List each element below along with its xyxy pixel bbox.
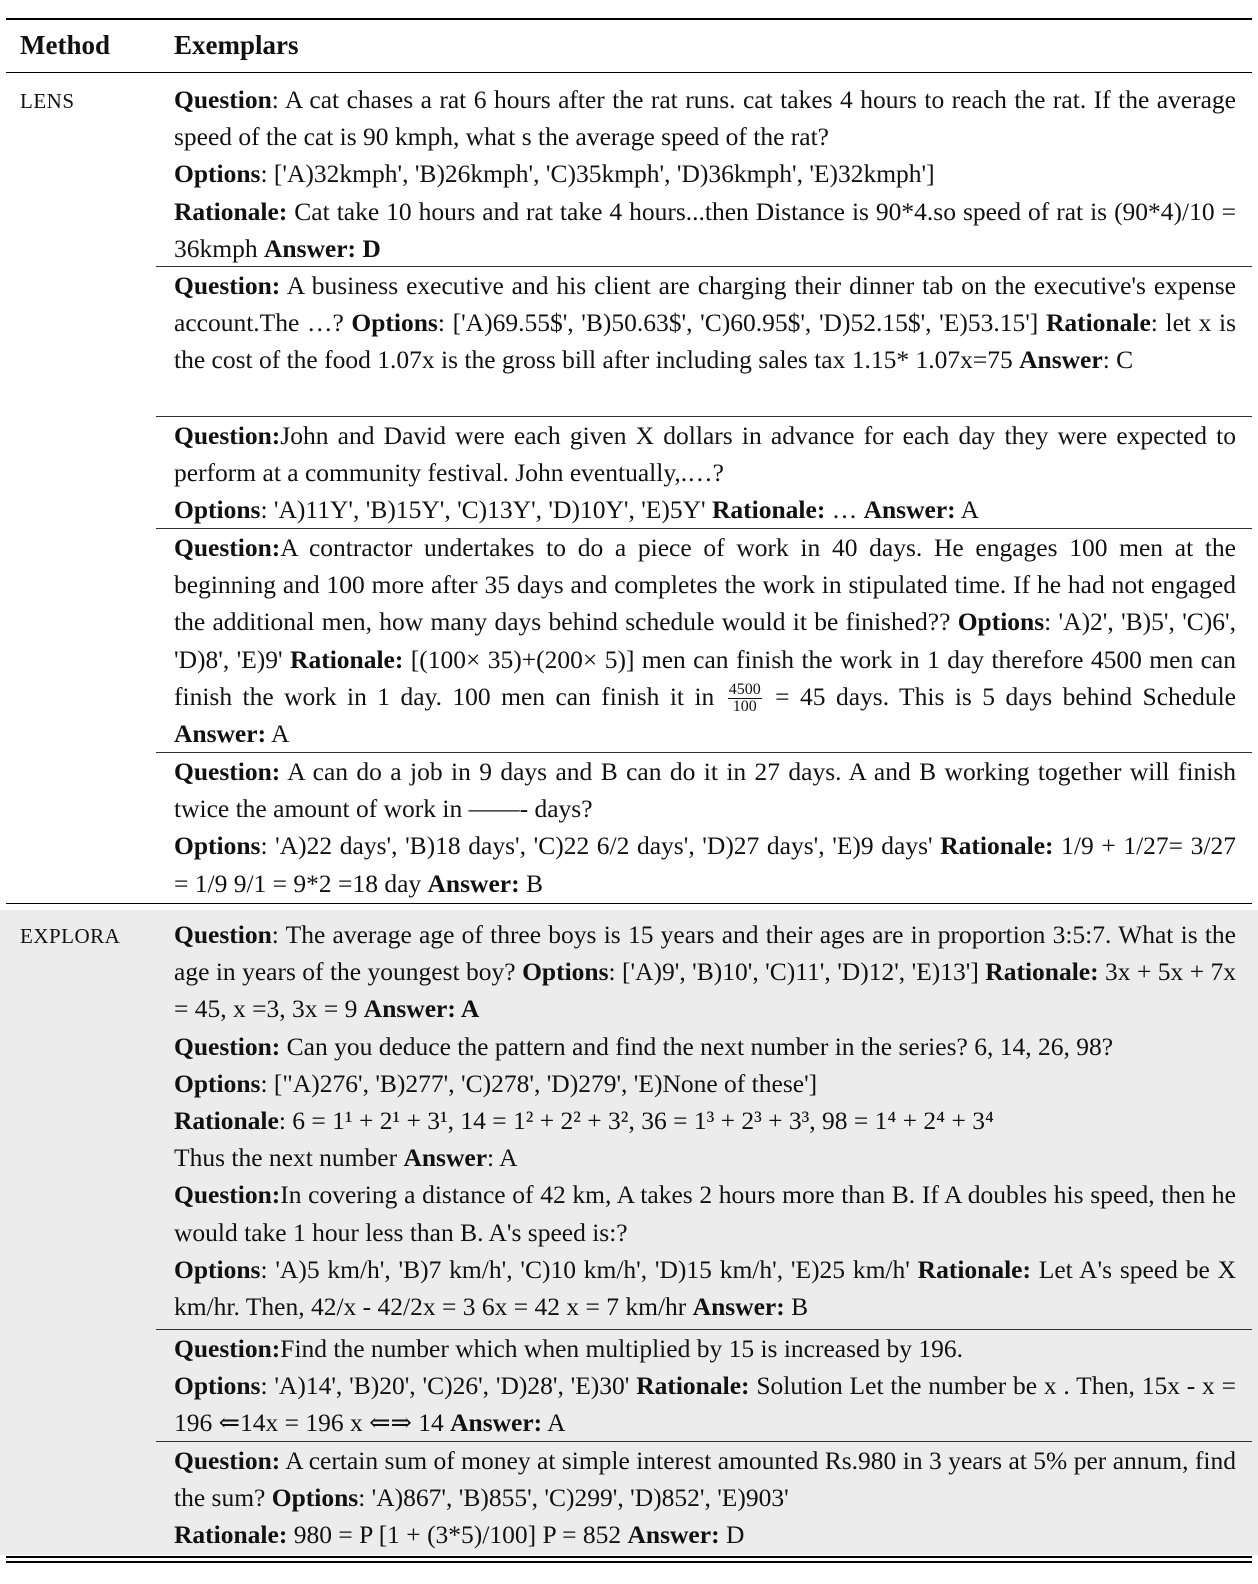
options-text: : 'A)14', 'B)20', 'C)26', 'D)28', 'E)30': [260, 1371, 637, 1401]
question-text: In covering a distance of 42 km, A takes 2 hours more than B. If A doubles his speed, then he would take 1 hour less than B. A's speed is:?: [174, 1180, 1236, 1247]
options-label: Options: [351, 308, 438, 338]
rationale-text-cont: Thus the next number: [174, 1143, 404, 1173]
question-text: A contractor undertakes to do a piece of work in 40 days. He engages 100 men at the beginning and 100 more after 35 days and completes the work in stipulated time. If he had not engaged the additional men, how many days behind schedule would it be finished??: [174, 533, 1236, 637]
question-text: Can you deduce the pattern and find the next number in the series? 6, 14, 26, 98?: [280, 1031, 1114, 1061]
rationale-text: : let x is the cost of the food 1.07x is the gross bill after including sales tax 1.15* 1.07x=75: [174, 308, 1236, 375]
bottom-rule: [6, 1556, 1252, 1558]
header-exemplars: Exemplars: [174, 30, 299, 60]
rationale-label: Rationale:: [174, 196, 288, 226]
question-text: : A cat chases a rat 6 hours after the rat runs. cat takes 4 hours to reach the rat. If the average speed of the cat is 90 kmph, what s the average speed of the rat?: [174, 85, 1236, 152]
answer-text: A: [955, 495, 980, 525]
options-label: Options: [174, 159, 261, 189]
options-label: Options: [271, 1483, 359, 1513]
question-label: Question: [174, 85, 272, 114]
question-label: Question:: [174, 757, 281, 786]
options-text: : 'A)2', 'B)5', 'C)6', 'D)8', 'E)9': [174, 607, 1237, 674]
question-label: Question:: [174, 1031, 281, 1061]
method-label-explora: EXPLORA: [20, 924, 121, 948]
rationale-text-cont: = 45 days. This is 5 days behind Schedule: [764, 681, 1236, 711]
lens-exemplar-4: [174, 529, 1236, 753]
answer-text: A: [542, 1408, 566, 1438]
answer-label: Answer: D: [263, 233, 381, 263]
rationale-label: Rationale: [174, 1106, 279, 1136]
options-label: Options: [174, 495, 261, 525]
rationale-label: Rationale:: [712, 495, 826, 525]
question-text: A can do a job in 9 days and B can do it in 27 days. A and B working together will finish twice the amount of work in ——- days?: [174, 757, 1236, 824]
answer-label: Answer:: [627, 1520, 720, 1550]
rationale-text: Solution Let the number be x . Then, 15x - x = 196 ⇐14x = 196 x ⇐⇒ 14: [174, 1371, 1236, 1438]
options-text: : ['A)69.55$', 'B)50.63$', 'C)60.95$', 'D)52.15$', 'E)53.15']: [437, 308, 1046, 338]
options-text: : 'A)22 days', 'B)18 days', 'C)22 6/2 days', 'D)27 days', 'E)9 days': [260, 831, 941, 861]
group-rule: [6, 903, 1252, 904]
options-text: : ["A)276', 'B)277', 'C)278', 'D)279', 'E)None of these']: [260, 1068, 818, 1098]
explora-group: [0, 910, 1258, 1555]
header-method: Method: [20, 30, 110, 60]
lens-exemplar-1: [174, 81, 1236, 267]
explora-exemplar-4: [174, 1330, 1236, 1442]
answer-text: B: [519, 868, 543, 898]
question-text: Find the number which when multiplied by 15 is increased by 196.: [280, 1334, 963, 1363]
options-label: Options: [174, 831, 261, 861]
options-text: : 'A)11Y', 'B)15Y', 'C)13Y', 'D)10Y', 'E)5Y': [260, 495, 712, 525]
answer-label: Answer:: [427, 868, 520, 898]
rationale-label: Rationale: [1045, 308, 1151, 338]
fraction-numerator: 4500: [728, 681, 761, 699]
lens-group: [0, 73, 1258, 899]
explora-exemplar-5: [174, 1442, 1236, 1554]
lens-exemplar-3: [174, 417, 1236, 529]
answer-label: Answer:: [174, 719, 267, 749]
lens-exemplar-2: [174, 267, 1236, 379]
table-header: [0, 22, 1258, 72]
answer-text: : A: [487, 1143, 518, 1173]
options-label: Options: [522, 957, 609, 987]
answer-label: Answer:: [450, 1408, 543, 1438]
options-label: Options: [174, 1254, 261, 1284]
explora-exemplar-1: [174, 916, 1236, 1325]
fraction: [728, 682, 762, 715]
options-label: Options: [957, 607, 1045, 637]
question-label: Question:: [174, 1334, 281, 1363]
rationale-label: Rationale:: [917, 1254, 1031, 1284]
answer-text: B: [784, 1292, 809, 1322]
options-text: : 'A)5 km/h', 'B)7 km/h', 'C)10 km/h', 'D)15 km/h', 'E)25 km/h': [260, 1254, 918, 1284]
answer-label: Answer: [403, 1143, 488, 1173]
answer-label: Answer: [1019, 345, 1103, 375]
rationale-text: [(100× 35)+(200× 5)] men can finish the work in 1 day therefore 4500 men can finish the work in 1 day. 100 men can finish it in: [174, 644, 1236, 711]
options-text: : ['A)9', 'B)10', 'C)11', 'D)12', 'E)13']: [608, 957, 986, 987]
rationale-label: Rationale:: [636, 1371, 750, 1401]
question-label: Question:: [174, 271, 281, 300]
fraction-denominator: 100: [732, 698, 757, 716]
question-label: Question: [174, 920, 272, 949]
options-text: : ['A)32kmph', 'B)26kmph', 'C)35kmph', 'D)36kmph', 'E)32kmph']: [260, 159, 935, 189]
options-text: : 'A)867', 'B)855', 'C)299', 'D)852', 'E)903': [358, 1483, 789, 1513]
options-label: Options: [174, 1068, 261, 1098]
bottom-rule-double: [6, 1561, 1252, 1563]
rationale-text: 3x + 5x + 7x = 45, x =3, 3x = 9: [174, 957, 1237, 1024]
answer-label: Answer:: [863, 495, 956, 525]
rationale-text: Let A's speed be X km/hr. Then, 42/x - 42/2x = 3 6x = 42 x = 7 km/hr: [174, 1254, 1236, 1322]
rationale-text: 980 = P [1 + (3*5)/100] P = 852: [287, 1520, 628, 1550]
question-text: A certain sum of money at simple interest amounted Rs.980 in 3 years at 5% per annum, find the sum?: [174, 1446, 1236, 1513]
question-text: A business executive and his client are charging their dinner tab on the executive's expense account.The …?: [174, 271, 1236, 338]
answer-text: : C: [1102, 345, 1134, 375]
rationale-text: Cat take 10 hours and rat take 4 hours...then Distance is 90*4.so speed of rat is (90*4)/10 = 36kmph: [174, 196, 1236, 263]
question-label: Question:: [174, 533, 281, 562]
answer-text: D: [719, 1520, 745, 1550]
question-label: Question:: [174, 1446, 281, 1475]
top-rule: [6, 18, 1252, 20]
rationale-label: Rationale:: [985, 957, 1099, 987]
rationale-text: 1/9 + 1/27= 3/27 = 1/9 9/1 = 9*2 =18 day: [174, 831, 1236, 898]
rationale-label: Rationale:: [290, 644, 404, 674]
rationale-text: : 6 = 1¹ + 2¹ + 3¹, 14 = 1² + 2² + 3², 36 = 1³ + 2³ + 3³, 98 = 1⁴ + 2⁴ + 3⁴: [278, 1106, 994, 1136]
rationale-label: Rationale:: [940, 831, 1054, 861]
answer-label: Answer:: [692, 1292, 785, 1322]
question-label: Question:: [174, 1180, 281, 1210]
question-text: John and David were each given X dollars in advance for each day they were expected to perform at a community festival. John eventually,.…?: [174, 421, 1236, 488]
method-label-lens: LENS: [20, 89, 75, 113]
options-label: Options: [174, 1371, 261, 1401]
answer-label: Answer: A: [363, 994, 480, 1024]
rationale-label: Rationale:: [174, 1520, 288, 1550]
rationale-text: …: [825, 495, 858, 525]
lens-exemplar-5: [174, 753, 1236, 902]
answer-text: A: [266, 719, 290, 749]
question-text: : The average age of three boys is 15 years and their ages are in proportion 3:5:7. What is the age in years of the youngest boy?: [174, 920, 1236, 987]
question-label: Question:: [174, 421, 281, 450]
